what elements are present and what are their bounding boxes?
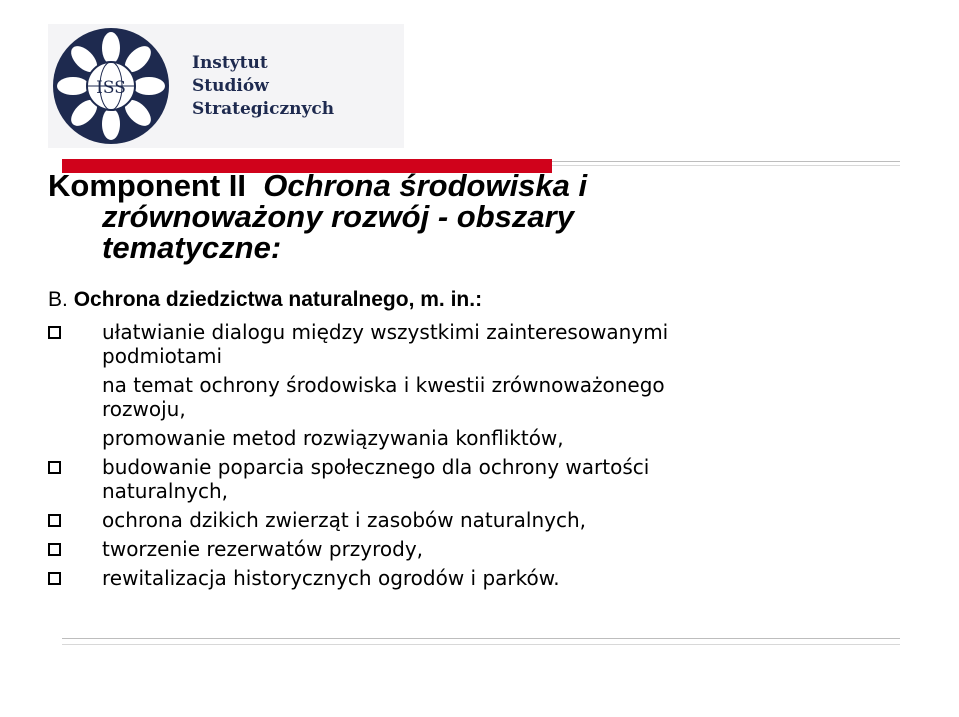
institute-name-line: Studiów	[192, 76, 269, 96]
title-line-2: zrównoważony rozwój - obszary	[102, 199, 574, 234]
list-item-line: budowanie poparcia społecznego dla ochrony wartości	[102, 455, 650, 479]
list-item	[44, 508, 944, 532]
slide-title	[48, 170, 928, 263]
title-italic: Ochrona środowiska i	[263, 168, 588, 203]
list-item-line: ułatwianie dialogu między wszystkimi zainteresowanymi	[102, 320, 669, 344]
subhead-prefix: B.	[48, 288, 74, 311]
list-item-line: tworzenie rezerwatów przyrody,	[102, 537, 424, 561]
bottom-rule	[62, 638, 900, 645]
list-item-line: na temat ochrony środowiska i kwestii zrównoważonego	[102, 373, 665, 397]
list-item	[44, 320, 944, 368]
square-bullet-icon	[48, 461, 61, 474]
list-item-line: rozwoju,	[102, 397, 186, 421]
bullet-list	[44, 320, 944, 595]
title-normal: Komponent II	[48, 168, 264, 203]
grey-rule	[552, 161, 900, 166]
list-item	[44, 455, 944, 503]
list-item-line: ochrona dzikich zwierząt i zasobów naturalnych,	[102, 508, 587, 532]
square-bullet-icon	[48, 514, 61, 527]
emblem-text: ISS	[96, 78, 126, 98]
list-item	[44, 426, 944, 450]
title-line-1	[48, 170, 928, 201]
list-item	[44, 537, 944, 561]
list-item-line: promowanie metod rozwiązywania konfliktów,	[102, 426, 564, 450]
list-item-line: rewitalizacja historycznych ogrodów i parków.	[102, 566, 560, 590]
title-line-3: tematyczne:	[102, 230, 282, 265]
list-item-line: podmiotami	[102, 344, 223, 368]
institute-name-line: Instytut	[192, 53, 268, 73]
institute-logo	[48, 24, 404, 148]
square-bullet-icon	[48, 572, 61, 585]
institute-name	[192, 52, 334, 121]
list-item	[44, 373, 944, 421]
list-item-line: naturalnych,	[102, 479, 229, 503]
list-item	[44, 566, 944, 590]
section-subhead	[48, 288, 482, 312]
hands-globe-emblem-icon	[51, 26, 171, 146]
square-bullet-icon	[48, 326, 61, 339]
square-bullet-icon	[48, 543, 61, 556]
subhead-text: Ochrona dziedzictwa naturalnego, m. in.:	[73, 288, 483, 311]
institute-name-line: Strategicznych	[192, 99, 335, 119]
